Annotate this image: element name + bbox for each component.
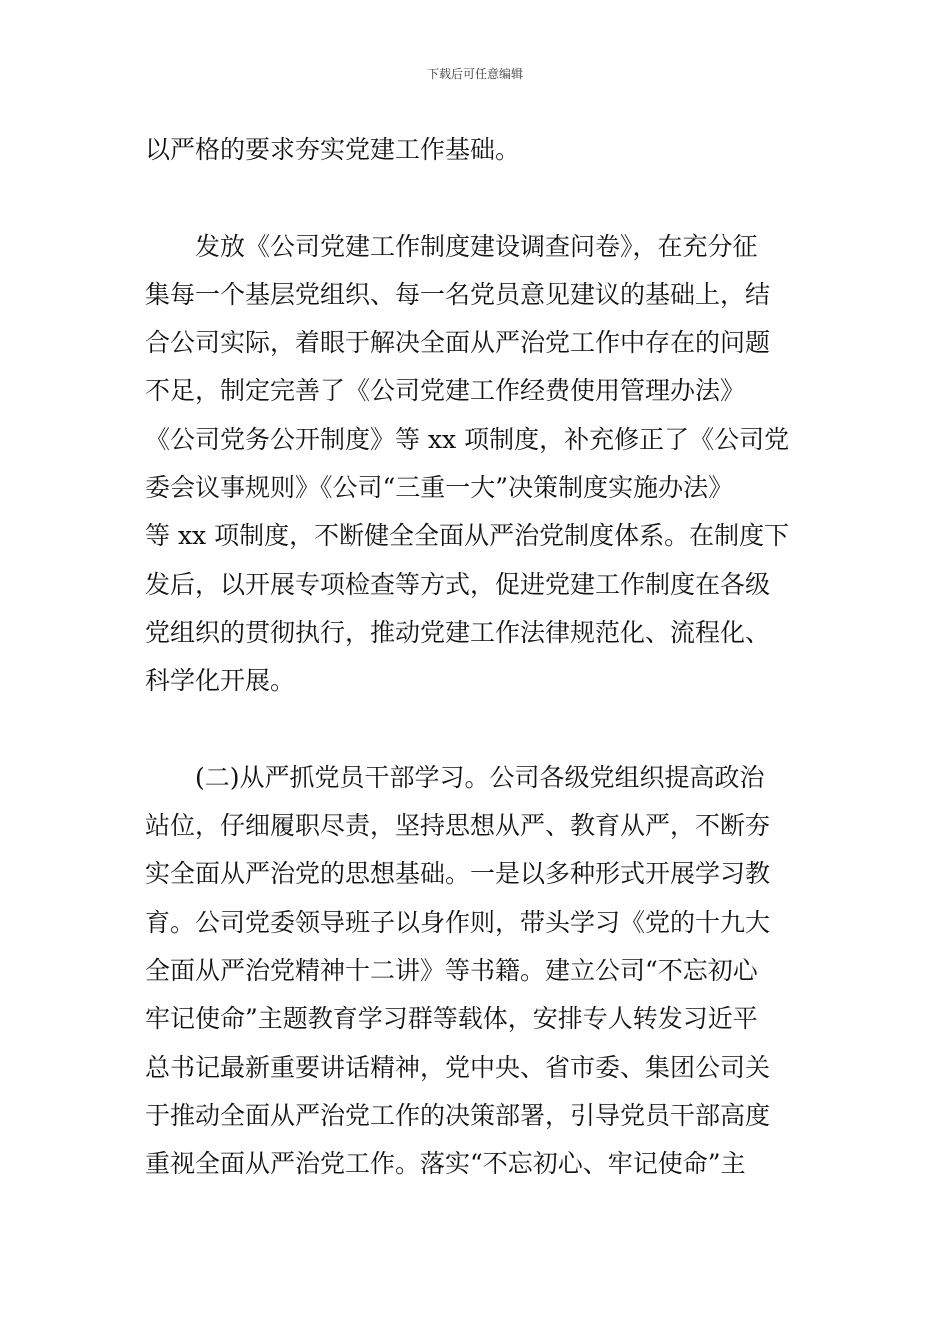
text-line: 不足，制定完善了《公司党建工作经费使用管理办法》: [145, 376, 746, 406]
paragraph-3: [145, 754, 810, 1189]
text-line: 合公司实际，着眼于解决全面从严治党工作中存在的问题: [145, 328, 771, 358]
paragraph-2: [145, 223, 810, 706]
text-line: 牢记使命”主题教育学习群等载体，安排专人转发习近平: [145, 1004, 758, 1034]
text-line: 站位，仔细履职尽责，坚持思想从严、教育从严，不断夯: [145, 811, 771, 841]
text-line: 以严格的要求夯实党建工作基础。: [145, 135, 521, 164]
text-line: 育。公司党委领导班子以身作则，带头学习《党的十九大: [145, 907, 771, 937]
text-line: 于推动全面从严治党工作的决策部署，引导党员干部高度: [145, 1100, 771, 1130]
text-line: 总书记最新重要讲话精神，党中央、省市委、集团公司关: [145, 1052, 771, 1082]
text-line: 发后，以开展专项检查等方式，促进党建工作制度在各级: [145, 569, 771, 599]
text-line: 《公司党务公开制度》等 xx 项制度，补充修正了《公司党: [145, 424, 790, 454]
page-header: 下载后可任意编辑: [426, 67, 523, 81]
paragraph-gap: [145, 174, 810, 222]
text-line: 党组织的贯彻执行，推动党建工作法律规范化、流程化、: [145, 617, 771, 647]
text-line: 等 xx 项制度，不断健全全面从严治党制度体系。在制度下: [145, 521, 790, 551]
document-body: [145, 126, 810, 1189]
text-line: 实全面从严治党的思想基础。一是以多种形式开展学习教: [145, 859, 771, 889]
paragraph-gap: [145, 706, 810, 754]
text-line: 委会议事规则》《公司“三重一大”决策制度实施办法》: [145, 473, 734, 503]
text-line: 重视全面从严治党工作。落实“不忘初心、牢记使命”主: [145, 1149, 746, 1179]
text-line: 科学化开展。: [145, 666, 296, 696]
text-line: 发放《公司党建工作制度建设调查问卷》，在充分征: [195, 231, 758, 261]
text-line: (二)从严抓党员干部学习。公司各级党组织提高政治: [195, 762, 765, 792]
paragraph-1: [145, 126, 810, 174]
text-line: 全面从严治党精神十二讲》等书籍。建立公司“不忘初心: [145, 956, 758, 986]
text-line: 集每一个基层党组织、每一名党员意见建议的基础上，结: [145, 279, 771, 309]
